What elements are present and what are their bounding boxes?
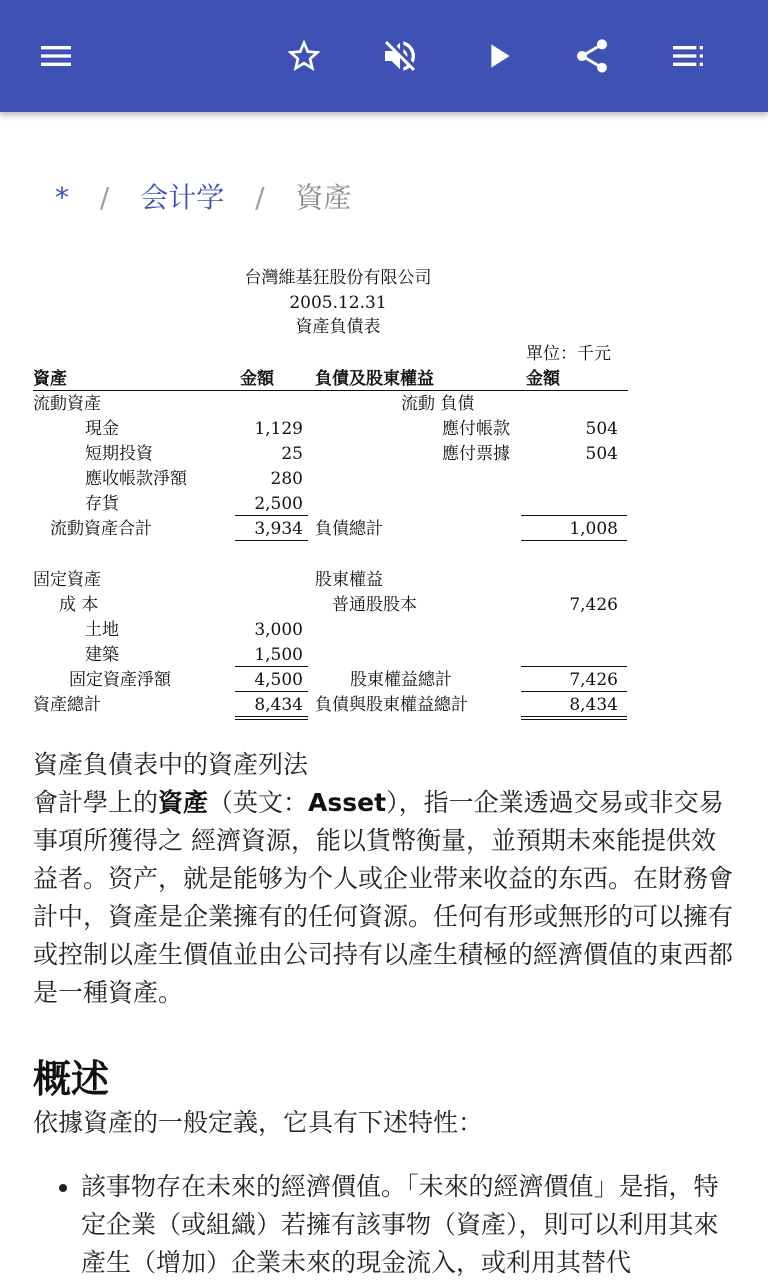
menu-icon: [36, 36, 76, 76]
bs-cost: 成 本: [59, 595, 99, 615]
bs-rule: [235, 716, 308, 717]
bs-rule: [521, 540, 627, 541]
bookmark-button[interactable]: [276, 28, 332, 84]
bs-common-stock-value: 7,426: [569, 595, 618, 615]
app-bar: [0, 0, 768, 112]
bs-notes-payable-value: 504: [585, 444, 618, 464]
bs-liab-equity-total-value: 8,434: [569, 695, 618, 715]
bs-common-stock: 普通股股本: [332, 595, 417, 615]
bs-fixed-net: 固定資產淨額: [69, 670, 171, 690]
play-button[interactable]: [470, 28, 526, 84]
figure-caption: 資產負債表中的資產列法: [33, 750, 309, 779]
bs-inventory: 存貨: [85, 494, 119, 514]
bs-col-amount2: 金額: [526, 369, 560, 389]
bs-receivables: 應收帳款淨額: [85, 469, 187, 489]
star-outline-icon: [284, 36, 324, 76]
bs-header-rule: [33, 390, 628, 391]
bs-receivables-value: 280: [270, 469, 303, 489]
menu-button[interactable]: [28, 28, 84, 84]
breadcrumb-current: 資產: [295, 181, 352, 214]
bs-rule: [235, 719, 308, 720]
intro-term: 資產: [158, 788, 209, 817]
section-heading: 概述: [33, 1057, 110, 1101]
characteristics-list: [33, 1168, 738, 1282]
bs-equity-total-value: 7,426: [569, 670, 618, 690]
bs-equity: 股東權益: [315, 570, 383, 590]
breadcrumb-separator: /: [255, 181, 265, 214]
breadcrumb-separator: /: [99, 181, 110, 214]
mute-button[interactable]: [372, 28, 428, 84]
intro-text: （英文：: [208, 788, 309, 817]
bs-rule: [235, 540, 308, 541]
bs-equity-total: 股東權益總計: [350, 670, 452, 690]
bs-short-investment: 短期投資: [85, 444, 153, 464]
bs-current-total: 流動資產合計: [50, 519, 152, 539]
bs-fixed-assets: 固定資產: [33, 570, 101, 590]
bs-assets-total: 資產總計: [33, 695, 101, 715]
bs-accounts-payable: 應付帳款: [442, 419, 510, 439]
intro-paragraph: [33, 784, 738, 1012]
playlist-icon: [668, 36, 708, 76]
bs-fixed-net-value: 4,500: [254, 670, 303, 690]
bs-unit: 單位：千元: [526, 344, 611, 364]
bs-rule: [521, 716, 627, 717]
breadcrumb-category-link[interactable]: 会计学: [140, 181, 225, 214]
bs-building: 建築: [85, 645, 119, 665]
bs-building-value: 1,500: [254, 645, 303, 665]
contents-button[interactable]: [660, 28, 716, 84]
intro-text: ），指一企業透過交易或非交易事項所獲得之 經濟資源，能以貨幣衡量，並預期未來能提供效益者。资产，就是能够为个人或企业带来收益的东西。在財務會計中，資產是企業擁有的任何資源。任何有形或無形的可以擁有或控制以產生價值並由公司持有以產生積極的經濟價值的東西都是一種資產。: [33, 788, 734, 1007]
bs-liab-equity-total: 負債與股東權益總計: [315, 695, 468, 715]
list-item: • 該事物存在未來的經濟價值。「未來的經濟價值」是指，特定企業（或組織）若擁有該事物（資產），則可以利用其來產生（增加）企業未來的現金流入，或利用其替代: [81, 1168, 738, 1282]
bs-land-value: 3,000: [254, 620, 303, 640]
intro-english-term: Asset: [308, 788, 387, 817]
bs-accounts-payable-value: 504: [585, 419, 618, 439]
bs-current-liabilities: 流動 負債: [401, 394, 475, 414]
bs-col-assets: 資產: [33, 369, 67, 389]
bs-rule: [235, 691, 308, 692]
bs-rule: [235, 515, 308, 516]
share-icon: [572, 36, 612, 76]
bs-land: 土地: [85, 620, 119, 640]
volume-off-icon: [380, 36, 420, 76]
bs-rule: [521, 666, 627, 667]
bs-cash-value: 1,129: [254, 419, 303, 439]
bs-title: 資產負債表: [295, 317, 381, 337]
breadcrumb-home-link[interactable]: *: [55, 181, 69, 214]
balance-sheet-image[interactable]: [28, 262, 638, 722]
bs-company: 台灣維基狂股份有限公司: [244, 268, 432, 288]
balance-sheet: [28, 262, 638, 722]
bs-current-assets: 流動資產: [33, 394, 101, 414]
bs-assets-total-value: 8,434: [254, 695, 303, 715]
share-button[interactable]: [564, 28, 620, 84]
bs-col-liab-equity: 負債及股東權益: [315, 369, 434, 389]
bs-short-investment-value: 25: [281, 444, 303, 464]
bs-inventory-value: 2,500: [254, 494, 303, 514]
bs-liab-total-value: 1,008: [569, 519, 618, 539]
bs-rule: [235, 666, 308, 667]
bs-rule: [521, 691, 627, 692]
intro-text: 會計學上的: [33, 788, 159, 817]
bs-date: 2005.12.31: [289, 293, 387, 313]
bs-notes-payable: 應付票據: [442, 444, 510, 464]
bs-liab-total: 負債總計: [315, 519, 383, 539]
bs-rule: [521, 719, 627, 720]
bs-col-amount: 金額: [240, 369, 274, 389]
section-intro: 依據資產的一般定義，它具有下述特性：: [33, 1108, 484, 1137]
play-icon: [478, 36, 518, 76]
bs-current-total-value: 3,934: [254, 519, 303, 539]
bs-rule: [521, 515, 627, 516]
breadcrumb: [55, 178, 352, 218]
bs-cash: 現金: [85, 419, 119, 439]
article-content: [33, 746, 738, 1282]
